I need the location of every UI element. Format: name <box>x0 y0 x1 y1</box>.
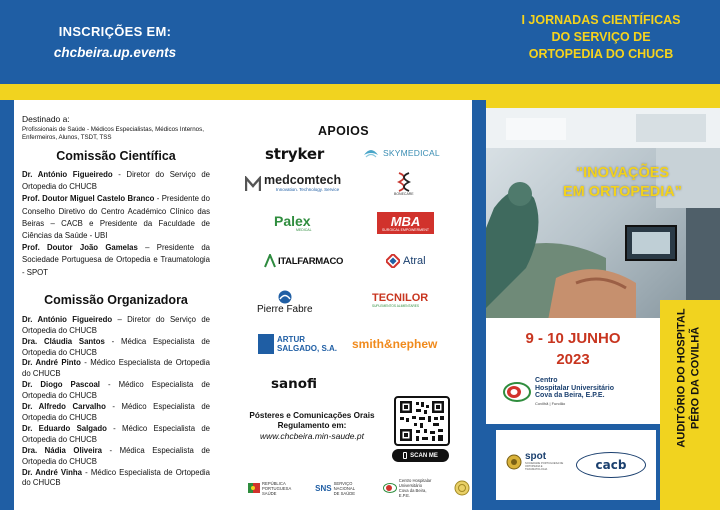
event-dates <box>486 328 660 370</box>
sanofi-wordmark: sanofi <box>271 376 318 392</box>
republica-wordmark: REPÚBLICA PORTUGUESA <box>262 480 292 491</box>
stryker-wordmark: stryker <box>265 145 325 163</box>
tecnilor-wordmark: TECNILOR <box>372 292 429 304</box>
audience-body: Profissionais de Saúde - Médicos Especialistas, Médicos Internos, Enfermeiros, Alunos, TSDT, TSS <box>22 126 204 141</box>
tecnilor-logo <box>372 292 428 308</box>
chucb-line: Centro <box>535 377 558 384</box>
artur-salgado-mark <box>258 334 274 354</box>
event-title-line: I JORNADAS CIENTÍFICAS <box>521 13 681 27</box>
mba-sub: SURGICAL EMPOWERMENT <box>381 227 430 232</box>
list-item <box>22 446 210 468</box>
seal-icon <box>454 480 470 496</box>
mba-wordmark: MBA <box>390 213 421 229</box>
medcomtech-wordmark: medcomtech <box>264 173 342 187</box>
chucb-icon <box>502 381 532 403</box>
scan-me-button[interactable] <box>392 449 449 462</box>
member-role: - Médico Especialista de Ortopedia do CHUCB <box>22 380 211 401</box>
member-name: Prof. Doutor João Gamelas <box>22 243 138 253</box>
cacb-logo <box>576 452 646 478</box>
member-role: - Médico Especialista de Ortopedia do CHUCB <box>22 423 211 444</box>
skymedical-wordmark: SKYMEDICAL <box>383 148 440 158</box>
member-name: Dr. Diogo Pascoal <box>22 380 100 390</box>
skymedical-icon <box>362 147 380 159</box>
pierre-fabre-logo <box>257 290 313 315</box>
chucb-small-icon <box>383 483 397 493</box>
mba-logo <box>377 212 434 234</box>
atral-icon <box>386 254 400 268</box>
chucb-wordmark <box>535 377 614 407</box>
list-item <box>22 424 210 446</box>
seal-logo <box>454 480 470 496</box>
event-title <box>486 12 716 63</box>
spot-wordmark: spot <box>525 451 547 462</box>
venue-line: PÊRO DA COVILHÃ <box>690 326 703 430</box>
list-item <box>22 315 210 337</box>
member-role: – Diretor do Serviço de Ortopedia do CHUCB <box>22 314 210 335</box>
palex-wordmark: Palex <box>274 213 311 229</box>
artur-salgado-logo <box>258 334 337 354</box>
smith-nephew-wordmark: smith&nephew <box>352 337 438 351</box>
sns-sub: SERVIÇO NACIONAL DE SAÚDE <box>333 480 356 496</box>
medcomtech-icon <box>245 176 261 192</box>
venue-lines <box>675 308 703 447</box>
list-item <box>22 402 210 424</box>
list-item <box>22 468 210 490</box>
footer-logos <box>248 478 470 498</box>
list-item <box>22 337 210 359</box>
yellow-stripe <box>0 84 720 100</box>
organizing-committee-list <box>22 315 210 490</box>
list-item <box>22 358 210 380</box>
posters-line2: Regulamento em: <box>277 421 347 430</box>
member-name: Dra. Nádia Oliveira <box>22 445 102 455</box>
event-headline <box>540 164 705 202</box>
organizing-committee-title: Comissão Organizadora <box>44 292 188 307</box>
venue-text <box>665 298 713 458</box>
italfarmaco-wordmark: ITALFARMACO <box>278 255 344 267</box>
spot-sub: SOCIEDADE PORTUGUESA DE ORTOPEDIA E TRAUMATOLOGIA <box>525 462 564 471</box>
member-role: - Médica Especialista de Ortopedia do CHUCB <box>22 445 210 466</box>
republica-logo <box>248 481 294 496</box>
bonecare-logo <box>394 172 414 196</box>
scientific-committee-list <box>22 169 210 279</box>
member-name: Dr. André Pinto <box>22 358 81 368</box>
italfarmaco-icon <box>264 254 276 268</box>
event-date: 9 - 10 JUNHO <box>525 330 621 347</box>
medcomtech-tagline: Innovation. Technology. Service <box>276 187 340 192</box>
cacb-wordmark: cacb <box>595 458 627 472</box>
artur-salgado-wordmark: ARTUR SALGADO, S.A. <box>277 335 338 353</box>
posters-line1: Pósteres e Comunicações Orais <box>249 411 375 420</box>
event-year: 2023 <box>556 351 590 368</box>
palex-logo <box>274 214 312 232</box>
registration-url[interactable]: chcbeira.up.events <box>53 45 177 60</box>
atral-logo <box>386 254 426 268</box>
member-name: Dr. Eduardo Salgado <box>22 423 107 433</box>
event-title-line: ORTOPEDIA DO CHUCB <box>528 47 674 61</box>
headline-line: EM ORTOPEDIA” <box>563 184 682 200</box>
smith-nephew-logo <box>352 337 437 351</box>
member-role: - Presidente do Conselho Diretivo do Centro Académico Clínico das Beiras – CACB e Presidente da Faculdade de Ciências da Saúde - UBI <box>22 194 210 241</box>
posters-url[interactable]: www.chcbeira.min-saude.pt <box>260 431 364 441</box>
sns-wordmark: SNS <box>315 483 332 493</box>
committees-column <box>22 114 210 489</box>
registration-block <box>20 24 210 60</box>
member-role: - Médica Especialista de Ortopedia do CHUCB <box>22 336 211 357</box>
event-title-line: DO SERVIÇO DE <box>551 30 651 44</box>
bonecare-wordmark: BONECARE <box>394 192 414 196</box>
chucb-line: Cova da Beira, E.P.E. <box>535 392 605 399</box>
republica-sub: SAÚDE <box>262 490 277 496</box>
chucb-small-logo <box>383 478 433 498</box>
palex-sub: MEDICAL <box>296 228 312 232</box>
skymedical-logo <box>362 147 440 159</box>
member-role: – Presidente da Sociedade Portuguesa de Ortopedia e Traumatologia - SPOT <box>22 243 210 277</box>
member-name: Dr. António Figueiredo <box>22 170 113 179</box>
member-role: - Médico Especialista de Ortopedia do CHUCB <box>22 402 210 422</box>
member-name: Dr. António Figueiredo <box>22 314 113 324</box>
sanofi-logo <box>271 376 317 392</box>
member-name: Dr. Alfredo Carvalho <box>22 402 106 412</box>
chucb-small-wordmark: Centro Hospitalar Universitário Cova da Beira, E.P.E. <box>398 478 432 498</box>
member-role: - Diretor do Serviço de Ortopedia do CHUCB <box>22 170 210 192</box>
member-name: Dr. André Vinha <box>22 467 83 477</box>
registration-label: INSCRIÇÕES EM: <box>58 24 172 39</box>
spot-logo <box>506 452 565 471</box>
italfarmaco-logo <box>264 254 343 268</box>
chucb-line: Hospitalar Universitário <box>535 384 614 392</box>
sponsors-title: APOIOS <box>318 124 370 138</box>
atral-wordmark: Atral <box>403 255 426 267</box>
qr-code[interactable] <box>394 396 450 446</box>
pierre-fabre-icon <box>277 290 293 304</box>
phone-icon <box>403 452 407 459</box>
spot-icon <box>506 454 522 470</box>
audience-title: Destinado a: <box>22 114 70 124</box>
tecnilor-sub: SUPLEMENTOS ALIMENTARES <box>372 304 419 308</box>
scientific-committee-title: Comissão Científica <box>56 149 176 163</box>
venue-line: AUDITÓRIO DO HOSPITAL <box>676 308 689 448</box>
medcomtech-logo <box>245 174 341 193</box>
pierre-fabre-wordmark: Pierre Fabre <box>257 304 313 315</box>
posters-block <box>236 411 388 442</box>
member-role: - Médico Especialista de Ortopedia do CHUCB <box>22 467 210 488</box>
member-name: Prof. Doutor Miguel Castelo Branco <box>22 194 155 204</box>
flag-icon <box>248 483 260 493</box>
scan-me-label: SCAN ME <box>410 452 438 459</box>
dna-icon <box>396 172 412 192</box>
list-item <box>22 380 210 402</box>
sns-logo <box>315 481 361 496</box>
chucb-logo <box>502 376 652 408</box>
member-name: Dra. Cláudia Santos <box>22 336 105 346</box>
chucb-sub: Covilhã | Fundão <box>535 400 566 406</box>
stryker-logo <box>265 145 324 163</box>
headline-line: “INOVAÇÕES <box>575 165 670 181</box>
member-role: - Médico Especialista de Ortopedia do CHUCB <box>22 358 210 379</box>
